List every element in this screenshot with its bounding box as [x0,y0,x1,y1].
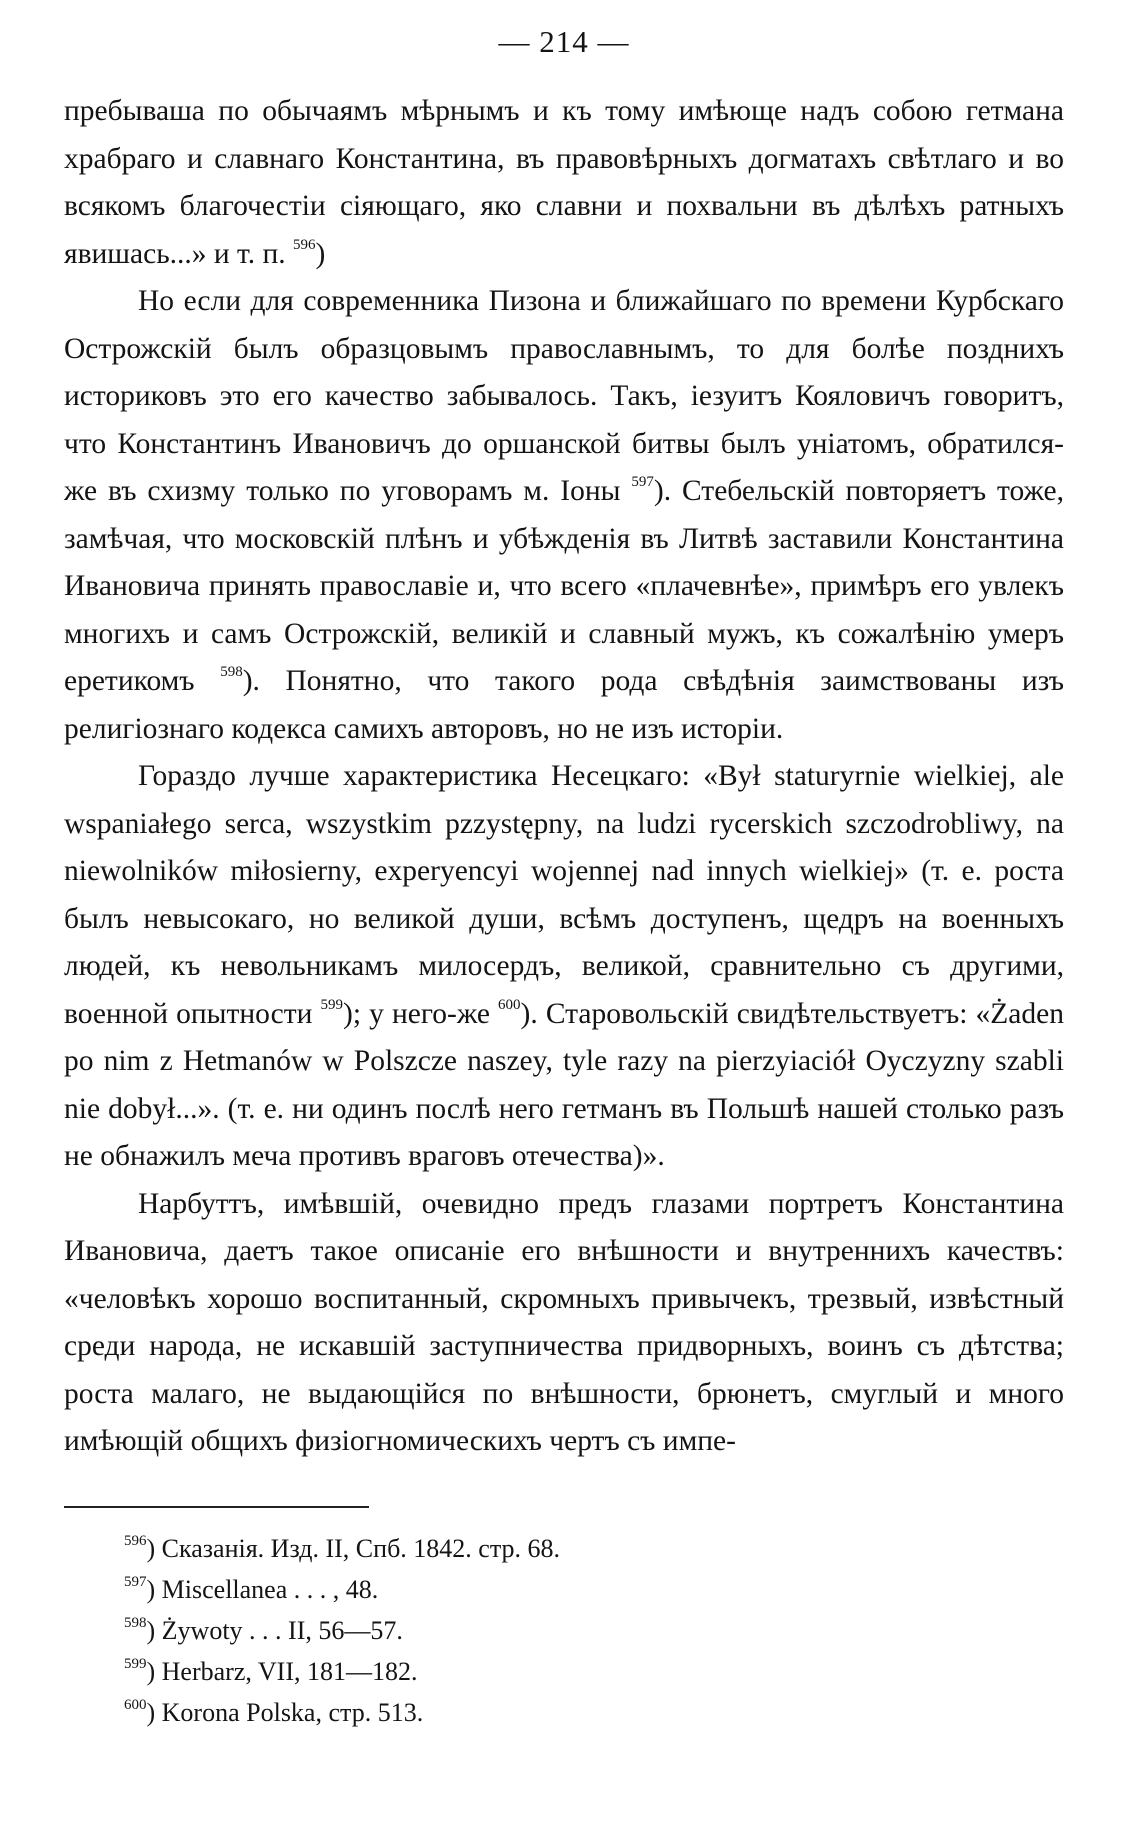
text-run: Но если для современника Пизона и ближайшаго по времени Курбскаго Острожскій былъ образцовымъ православнымъ, то для болѣе позднихъ историковъ это его качество забывалось. Такъ, іезуитъ Кояловичъ говоритъ, что Константинъ Ивановичъ до оршанской битвы былъ уніатомъ, обратился-же въ схизму только по уговорамъ м. Іоны [64,285,1064,507]
footnote [124,1651,1064,1692]
footnote-text: ) Miscellanea . . . , 48. [146,1574,379,1604]
footnote [124,1610,1064,1651]
footnote-number: 599 [124,1655,147,1672]
text-run: ). Стебельскій повторяетъ тоже, замѣчая, что московскій плѣнъ и убѣжденія въ Литвѣ заставили Константина Ивановича принять православіе и, что всего «плачевнѣе», примѣръ его увлекъ многихъ и самъ Острожскій, великій и славный мужъ, къ сожалѣнію умеръ еретикомъ [64,475,1064,697]
footnote-ref: 599 [320,996,344,1013]
page-number: — 214 — [498,24,630,59]
text-run: ) [315,237,326,270]
text-run: ). Старовольскій свидѣтельствуетъ: «Żaden po nim z Hetmanów w Polszcze naszey, tyle razy na pierzyiaciół Oyczyzny szabli nie dobył...». (т. е. ни одинъ послѣ него гетманъ въ Польшѣ нашей столько разъ не обнажилъ меча противъ враговъ отечества)». [64,997,1064,1172]
footnote-text: ) Żywoty . . . II, 56—57. [146,1615,403,1645]
text-run: ); у него-же [343,997,499,1030]
footnote-ref: 600 [498,996,521,1013]
book-page [64,22,1064,1733]
text-run: ). Понятно, что такого рода свѣдѣнія заимствованы изъ религіознаго кодекса самихъ авторовъ, но не изъ исторіи. [64,665,1065,745]
footnote-number: 596 [124,1532,147,1549]
footnote-ref: 598 [220,664,243,680]
footnote-number: 600 [124,1696,147,1713]
text-run: Гораздо лучше характеристика Несецкаго: «Był staturyrnie wielkiej, ale wspaniałego serca, wszystkim pzzystępny, na ludzi rycerskich szczodrobliwy, na niewolników miłosierny, experyencyi wojennej nad innych wielkiej» (т. е. роста былъ невысокаго, но великой души, всѣмъ доступенъ, щедръ на военныхъ людей, къ невольникамъ милосердъ, великой, сравнительно съ другими, военной опытности [64,760,1064,1030]
footnote-text: ) Korona Polska, стр. 513. [146,1697,424,1727]
main-text [64,88,1064,1466]
footnote-text: ) Herbarz, VII, 181—182. [146,1656,418,1686]
paragraph [64,1181,1064,1466]
footnote [124,1528,1064,1569]
footnote [124,1569,1064,1610]
footnote-ref: 596 [293,236,316,253]
paragraph [64,753,1064,1181]
footnotes [64,1528,1064,1733]
footnote [124,1692,1064,1733]
footnote-number: 598 [124,1614,147,1631]
paragraph [64,278,1064,753]
footnote-number: 597 [124,1573,147,1590]
paragraph [64,88,1064,278]
text-run: пребываша по обычаямъ мѣрнымъ и къ тому имѣюще надъ собою гетмана храбраго и славнаго Константина, въ правовѣрныхъ догматахъ свѣтлаго и во всякомъ благочестіи сіяющаго, яко славни и похвальни въ дѣлѣхъ ратныхъ явишась...» и т. п. [64,95,1064,270]
text-run: Нарбуттъ, имѣвшій, очевидно предъ глазами портретъ Константина Ивановича, даетъ такое описаніе его внѣшности и внутреннихъ качествъ: «человѣкъ хорошо воспитанный, скромныхъ привычекъ, трезвый, извѣстный среди народа, не искавшій заступничества придворныхъ, воинъ съ дѣтства; роста малаго, не выдающійся по внѣшности, брюнетъ, смуглый и много имѣющій общихъ физіогномическихъ чертъ съ импе- [64,1187,1064,1457]
footnote-divider [64,1506,369,1508]
footnote-text: ) Сказанія. Изд. II, Спб. 1842. стр. 68. [146,1533,561,1563]
footnote-ref: 597 [631,474,654,490]
